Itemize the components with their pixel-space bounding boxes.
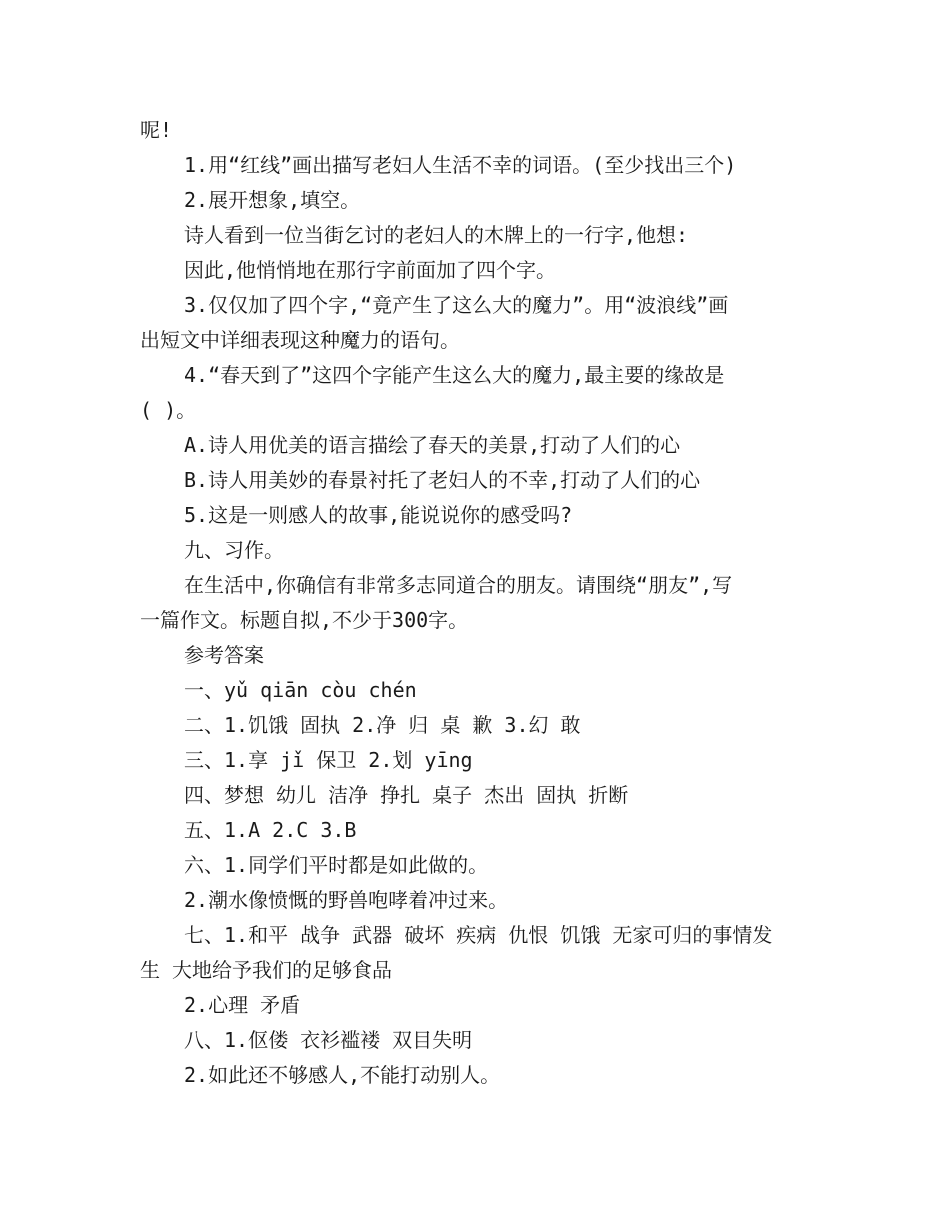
question-line: 5.这是一则感人的故事,能说说你的感受吗? — [184, 503, 573, 527]
question-line: 1.用“红线”画出描写老妇人生活不幸的词语。(至少找出三个) — [184, 153, 737, 177]
text-line: 在生活中,你确信有非常多志同道合的朋友。请围绕“朋友”,写 — [184, 573, 733, 597]
section-heading: 九、习作。 — [184, 538, 284, 562]
answer-line: 六、1.同学们平时都是如此做的。 — [184, 853, 489, 877]
answer-line: 二、1.饥饿 固执 2.净 归 桌 歉 3.幻 敢 — [184, 713, 581, 737]
text-line: ( )。 — [140, 398, 197, 422]
text-line: 出短文中详细表现这种魔力的语句。 — [140, 328, 460, 352]
text-line: 呢! — [140, 118, 173, 142]
question-line: 3.仅仅加了四个字,“竟产生了这么大的魔力”。用“波浪线”画 — [184, 293, 729, 317]
question-line: 4.“春天到了”这四个字能产生这么大的魔力,最主要的缘故是 — [184, 363, 725, 387]
answer-line: 一、yǔ qiān còu chén — [184, 678, 417, 702]
answer-line: 2.心理 矛盾 — [184, 993, 301, 1017]
answer-line: 八、1.伛偻 衣衫褴褛 双目失明 — [184, 1028, 473, 1052]
answer-line: 三、1.享 jǐ 保卫 2.划 yīng — [184, 748, 473, 772]
text-line: 诗人看到一位当街乞讨的老妇人的木牌上的一行字,他想: — [184, 223, 689, 247]
text-line: 一篇作文。标题自拟,不少于300字。 — [140, 608, 469, 632]
text-line: 因此,他悄悄地在那行字前面加了四个字。 — [184, 258, 557, 282]
option-line: B.诗人用美妙的春景衬托了老妇人的不幸,打动了人们的心 — [184, 468, 701, 492]
answer-line: 七、1.和平 战争 武器 破坏 疾病 仇恨 饥饿 无家可归的事情发 — [184, 923, 773, 947]
answer-line: 五、1.A 2.C 3.B — [184, 818, 357, 842]
answers-heading: 参考答案 — [184, 643, 264, 667]
document-body — [140, 113, 815, 1093]
answer-line: 生 大地给予我们的足够食品 — [140, 958, 393, 982]
answer-line: 2.潮水像愤慨的野兽咆哮着冲过来。 — [184, 888, 509, 912]
question-line: 2.展开想象,填空。 — [184, 188, 361, 212]
option-line: A.诗人用优美的语言描绘了春天的美景,打动了人们的心 — [184, 433, 681, 457]
answer-line: 2.如此还不够感人,不能打动别人。 — [184, 1063, 501, 1087]
answer-line: 四、梦想 幼儿 洁净 挣扎 桌子 杰出 固执 折断 — [184, 783, 629, 807]
